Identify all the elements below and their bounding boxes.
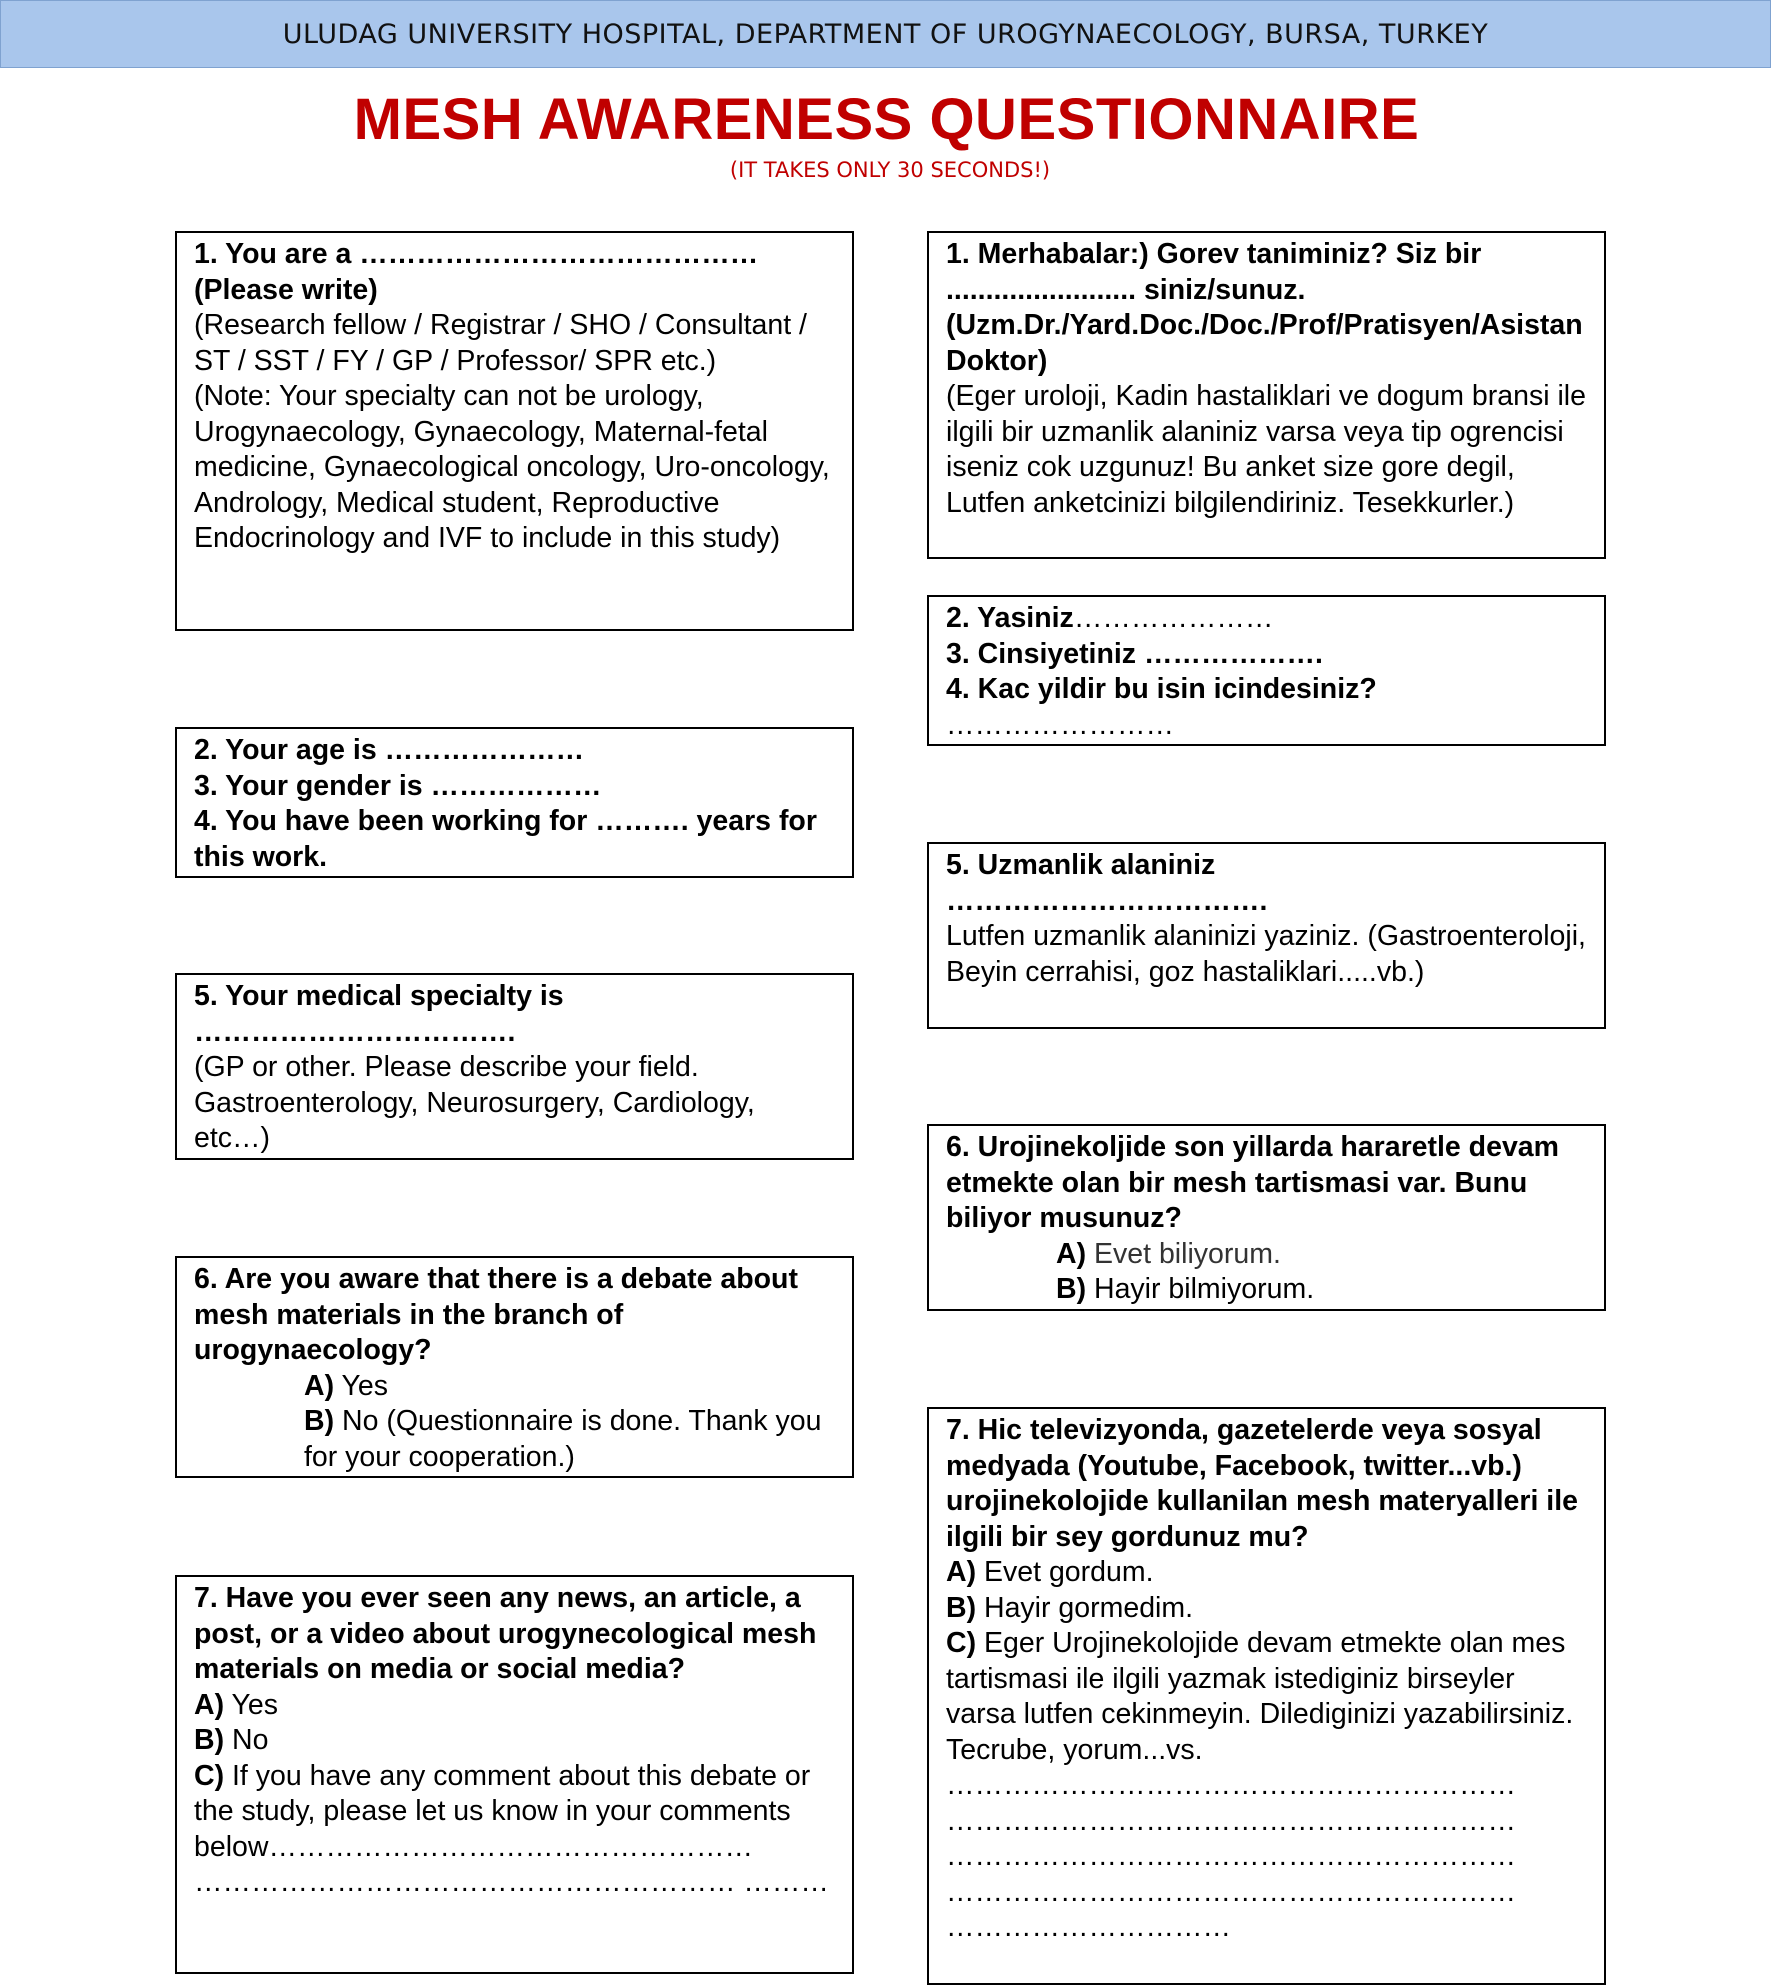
tr-q6-a-text: Evet biliyorum.: [1086, 1237, 1281, 1270]
questionnaire-title: MESH AWARENESS QUESTIONNAIRE: [353, 87, 1420, 152]
tr-q6-question: 6. Urojinekoljide son yillarda hararetle devam etmekte olan bir mesh tartismasi var. Bunu biliyor musunuz?: [946, 1131, 1559, 1234]
tr-q2-label: 2. Yasiniz: [946, 602, 1074, 634]
en-q1-line1: 1. You are a ……………………………………: [194, 238, 759, 270]
en-q5-line2: …………………………….: [194, 1015, 516, 1048]
tr-questions-2-4-box: [927, 595, 1606, 746]
tr-question-7-box: [927, 1407, 1606, 1985]
en-q7-b-letter: B): [194, 1724, 225, 1756]
tr-q7-c-text: Eger Urojinekolojide devam etmekte olan mes tartismasi ile ilgili yazmak istediginiz birseyler varsa lutfen cekinmeyin. Dilediginizi yazabilirsiniz. Tecrube, yorum...vs.: [946, 1627, 1574, 1766]
tr-q7-question: 7. Hic televizyonda, gazetelerde veya sosyal medyada (Youtube, Facebook, twitter...vb.) urojinekolojide kullanilan mesh materyalleri ile ilgili bir sey gordunuz mu?: [946, 1414, 1578, 1553]
tr-q6-option-b: [946, 1272, 1590, 1308]
en-q6-a-text: Yes: [334, 1369, 388, 1402]
tr-q7-option-c: [946, 1626, 1590, 1768]
en-q5-desc: (GP or other. Please describe your field. Gastroenterology, Neurosurgery, Cardiology, etc…): [194, 1051, 755, 1154]
tr-q6-a-letter: A): [1056, 1237, 1087, 1270]
en-q1-roles: (Research fellow / Registrar / SHO / Consultant / ST / SST / FY / GP / Professor/ SPR etc.): [194, 309, 807, 377]
tr-q1-note: (Eger uroloji, Kadin hastaliklari ve dogum bransi ile ilgili bir uzmanlik alaniniz varsa veya tip ogrencisi iseniz cok uzgunuz! Bu anket size gore degil, Lutfen anketcinizi bilgilendiriniz. Tesekkurler.): [946, 380, 1586, 519]
tr-q2-dots: …………………: [1073, 602, 1274, 634]
tr-q7-b-text: Hayir gormedim.: [976, 1591, 1194, 1624]
tr-q7-a-letter: A): [946, 1556, 977, 1588]
tr-question-5-box: [927, 842, 1606, 1029]
en-q7-option-c: [194, 1759, 838, 1901]
tr-q5-line1: 5. Uzmanlik alaniniz: [946, 849, 1216, 881]
tr-q7-option-b: [946, 1591, 1590, 1627]
tr-q7-b-letter: B): [946, 1591, 977, 1624]
en-q6-b-text: No (Questionnaire is done. Thank you for your cooperation.): [304, 1405, 822, 1473]
en-question-5-box: [175, 973, 854, 1160]
en-q6-a-letter: A): [304, 1369, 335, 1402]
tr-q5-desc: Lutfen uzmanlik alaninizi yaziniz. (Gastroenteroloji, Beyin cerrahisi, goz hastaliklari.....vb.): [946, 920, 1586, 988]
tr-q7-dots-3: ……………………………………………………: [946, 1840, 1516, 1872]
tr-q7-dots-2: ……………………………………………………: [946, 1804, 1516, 1837]
tr-q6-option-a: [946, 1237, 1590, 1273]
tr-q3: 3. Cinsiyetiniz ……………….: [946, 637, 1323, 670]
tr-q1-question: 1. Merhabalar:) Gorev taniminiz? Siz bir ........................ siniz/sunuz. (Uzm.Dr./Yard.Doc./Doc./Prof/Pratisyen/Asistan Doktor): [946, 238, 1583, 377]
tr-q6-b-letter: B): [1056, 1273, 1087, 1305]
en-q6-option-a: [194, 1369, 838, 1405]
tr-q7-a-text: Evet gordum.: [976, 1556, 1154, 1588]
en-question-6-box: [175, 1256, 854, 1478]
en-q7-c-letter: C): [194, 1759, 225, 1792]
tr-q5-line2: …………………………….: [946, 884, 1268, 917]
en-q7-b-text: No: [224, 1724, 269, 1756]
en-question-1-box: [175, 231, 854, 631]
en-q6-b-letter: B): [304, 1405, 335, 1437]
en-q2: 2. Your age is …………………: [194, 734, 585, 766]
tr-question-6-box: [927, 1124, 1606, 1311]
en-q3: 3. Your gender is ………………: [194, 769, 602, 802]
tr-q4-dots: ……………………: [946, 708, 1174, 741]
tr-q7-dots-4: ……………………………………………………: [946, 1875, 1516, 1908]
tr-q7-c-letter: C): [946, 1627, 977, 1659]
en-q7-option-a: [194, 1688, 838, 1724]
en-q5-line1: 5. Your medical specialty is: [194, 980, 564, 1012]
tr-q4-label: 4. Kac yildir bu isin icindesiniz?: [946, 673, 1377, 705]
en-q4: 4. You have been working for ………. years for this work.: [194, 805, 817, 873]
en-q1-note: (Note: Your specialty can not be urology, Urogynaecology, Gynaecology, Maternal-fetal medicine, Gynaecological oncology, Uro-oncology, Andrology, Medical student, Reproductive Endocrinology and IVF to include in this study): [194, 380, 830, 554]
tr-question-1-box: [927, 231, 1606, 559]
en-q6-question: 6. Are you aware that there is a debate about mesh materials in the branch of urogynaecology?: [194, 1263, 798, 1366]
en-q6-option-b: [194, 1404, 838, 1475]
en-q7-a-letter: A): [194, 1688, 225, 1721]
tr-q6-b-text: Hayir bilmiyorum.: [1086, 1273, 1315, 1305]
en-q7-option-b: [194, 1723, 838, 1759]
en-q7-a-text: Yes: [224, 1688, 278, 1721]
tr-q2: [946, 601, 1590, 637]
en-q7-question: 7. Have you ever seen any news, an article, a post, or a video about urogynecological mesh materials on media or social media?: [194, 1582, 817, 1685]
questionnaire-subtitle: (IT TAKES ONLY 30 SECONDS!): [729, 158, 1051, 182]
en-q1-line2: (Please write): [194, 273, 378, 306]
tr-q7-dots-5: …………………………: [946, 1911, 1231, 1943]
en-questions-2-4-box: [175, 727, 854, 878]
en-question-7-box: [175, 1575, 854, 1974]
tr-q7-option-a: [946, 1555, 1590, 1591]
hospital-header: ULUDAG UNIVERSITY HOSPITAL, DEPARTMENT OF UROGYNAECOLOGY, BURSA, TURKEY: [0, 0, 1771, 68]
en-q7-c-text: If you have any comment about this debate or the study, please let us know in your comments below…………………………………………… ………………………………………………… ………: [194, 1759, 829, 1898]
tr-q7-dots-1: ……………………………………………………: [946, 1769, 1516, 1801]
